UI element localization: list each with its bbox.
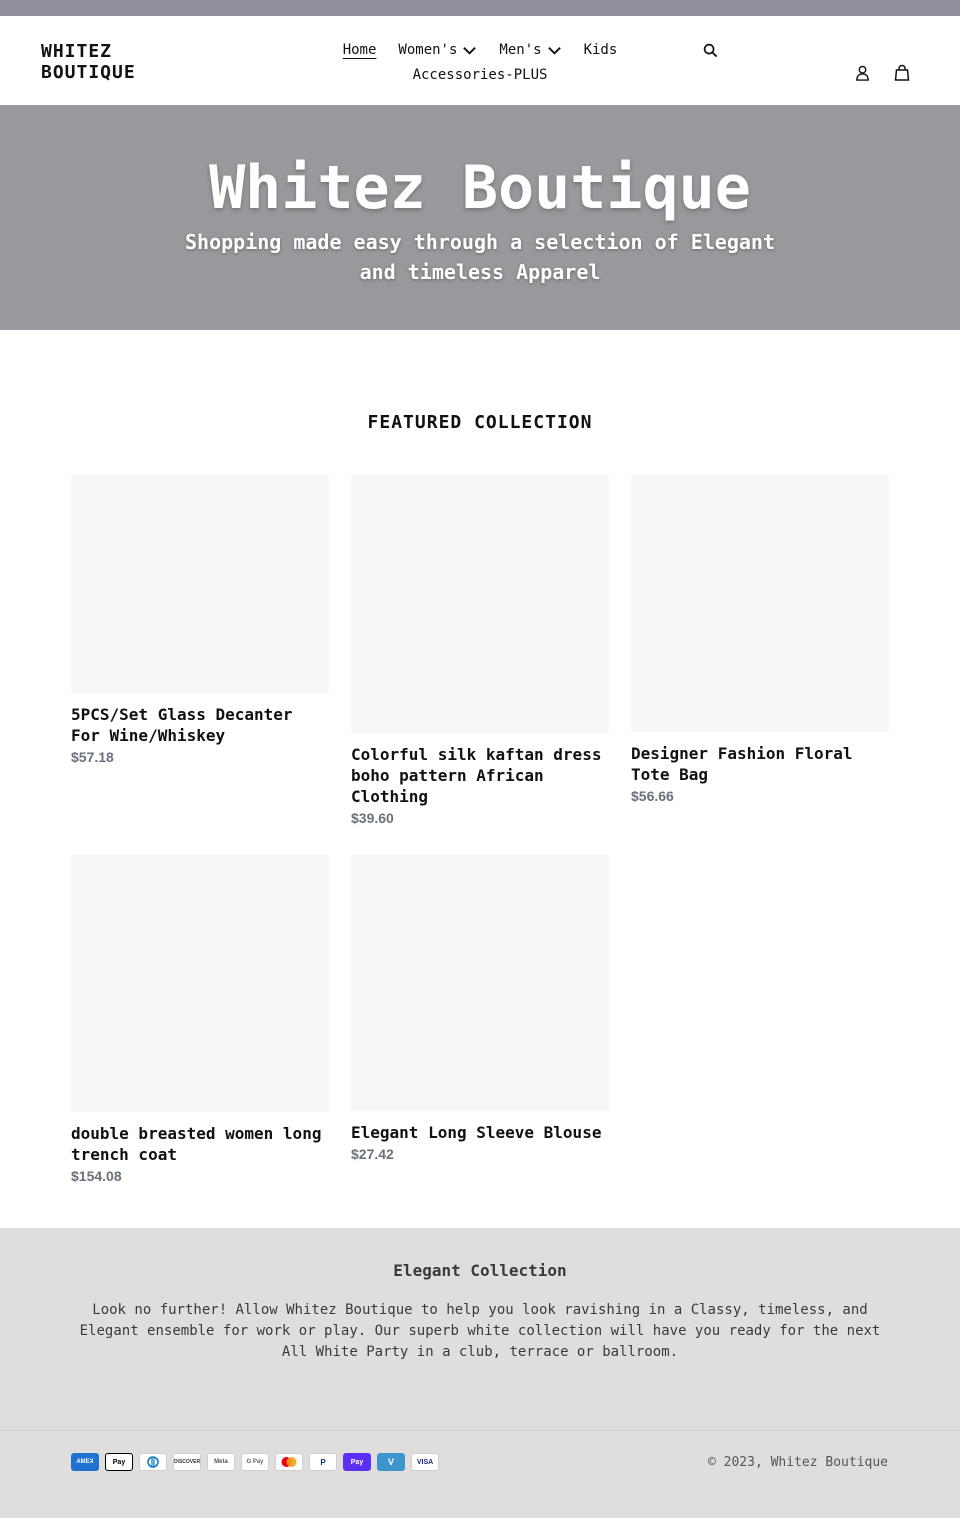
announcement-bar [0, 0, 960, 16]
apple-pay-icon: Pay [105, 1453, 133, 1471]
amex-icon: AMEX [71, 1453, 99, 1471]
visa-icon: VISA [411, 1453, 439, 1471]
shop-pay-icon: Pay [343, 1453, 371, 1471]
product-price: $56.66 [631, 788, 674, 804]
account-icon[interactable] [855, 65, 870, 81]
product-image[interactable] [631, 475, 889, 732]
product-price: $27.42 [351, 1146, 394, 1162]
product-price: $39.60 [351, 810, 394, 826]
nav-label: Women's [398, 42, 458, 58]
nav-label: Accessories-PLUS [412, 67, 548, 83]
payment-icons [71, 1453, 439, 1471]
mastercard-icon [275, 1453, 303, 1471]
product-card[interactable] [351, 855, 609, 1162]
site-header [0, 16, 960, 105]
nav-item-kids[interactable] [584, 38, 618, 63]
product-title[interactable]: 5PCS/Set Glass Decanter For Wine/Whiskey [71, 705, 293, 745]
product-card[interactable] [351, 475, 609, 826]
hero-subtitle: Shopping made easy through a selection of Elegant and timeless Apparel [184, 230, 775, 284]
rich-text-section [0, 1228, 960, 1430]
featured-collection-title: FEATURED COLLECTION [367, 412, 593, 433]
chevron-down-icon [547, 43, 562, 58]
logo-line-1: WHITEZ [41, 41, 113, 62]
copyright-text: © 2023, Whitez Boutique [707, 1455, 888, 1470]
product-image[interactable] [71, 475, 329, 693]
product-price: $57.18 [71, 749, 114, 765]
chevron-down-icon [462, 43, 477, 58]
hero-banner [0, 105, 960, 330]
store-logo[interactable] [41, 41, 136, 83]
product-card[interactable] [71, 855, 329, 1184]
hero-title: Whitez Boutique [209, 153, 751, 223]
logo-line-2: BOUTIQUE [41, 62, 136, 83]
rich-text-body: Look no further! Allow Whitez Boutique to help you look ravishing in a Classy, timeless, and Elegant ensemble for work or play. Our superb white collection will have you ready for the next All White Party in a club, terrace or ballroom. [79, 1302, 881, 1360]
nav-item-accessories-plus[interactable] [413, 63, 548, 88]
search-icon[interactable] [703, 43, 718, 58]
product-title[interactable]: Designer Fashion Floral Tote Bag [631, 744, 853, 784]
product-price: $154.08 [71, 1168, 122, 1184]
paypal-icon: P [309, 1453, 337, 1471]
product-image[interactable] [71, 855, 329, 1112]
main-nav [300, 38, 660, 88]
cart-icon[interactable] [894, 64, 910, 81]
nav-item-womens[interactable] [398, 38, 477, 63]
product-card[interactable] [71, 475, 329, 765]
site-footer [0, 1430, 960, 1518]
nav-label: Home [342, 42, 377, 58]
nav-label: Kids [583, 42, 618, 58]
product-image[interactable] [351, 855, 609, 1111]
diners-club-icon [139, 1453, 167, 1471]
venmo-icon: V [377, 1453, 405, 1471]
meta-pay-icon: Meta [207, 1453, 235, 1471]
google-pay-icon: G Pay [241, 1453, 269, 1471]
nav-item-mens[interactable] [499, 38, 561, 63]
product-title[interactable]: Elegant Long Sleeve Blouse [351, 1123, 602, 1142]
product-image[interactable] [351, 475, 609, 733]
product-title[interactable]: double breasted women long trench coat [71, 1124, 322, 1164]
nav-label: Men's [499, 42, 542, 58]
product-title[interactable]: Colorful silk kaftan dress boho pattern African Clothing [351, 745, 602, 806]
product-card[interactable] [631, 475, 889, 804]
discover-icon: DISCOVER [173, 1453, 201, 1471]
nav-item-home[interactable] [343, 38, 377, 63]
rich-text-title: Elegant Collection [393, 1261, 567, 1280]
